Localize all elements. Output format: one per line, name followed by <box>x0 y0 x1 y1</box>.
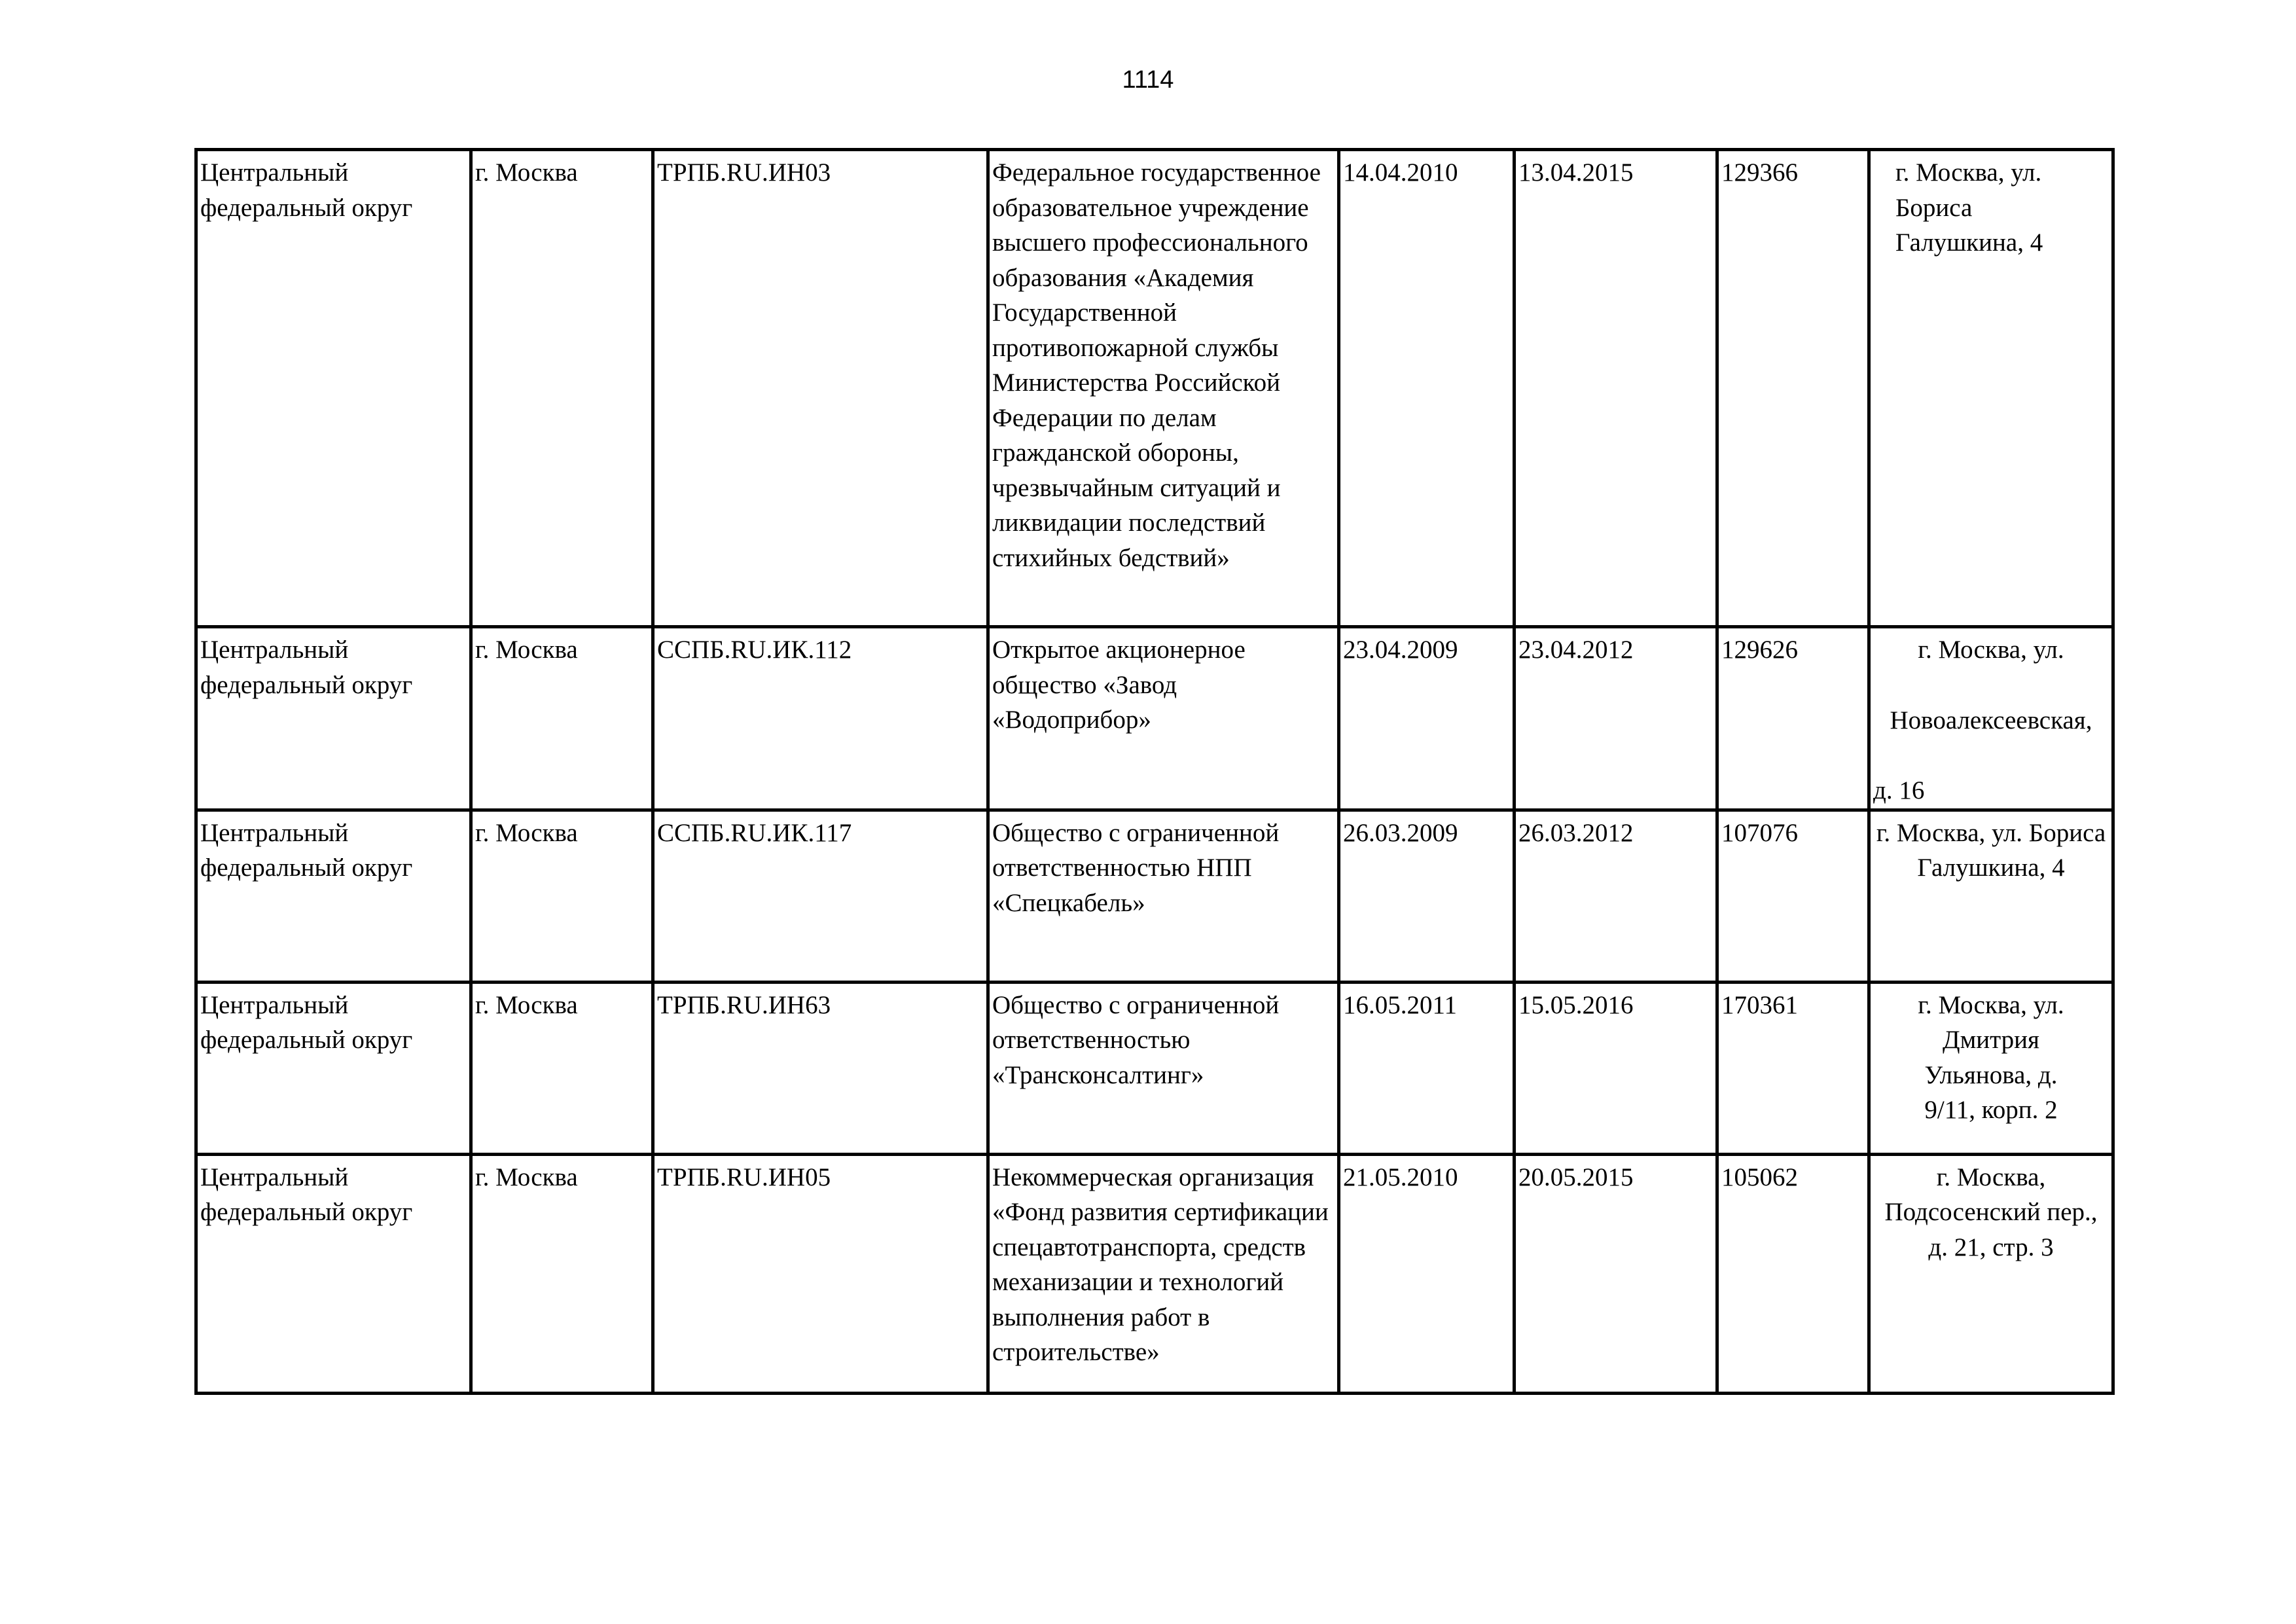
code-cell: ТРПБ.RU.ИН05 <box>653 1154 988 1393</box>
organization-cell: Некоммерческая организация «Фонд развития сертификации спецавтотранспорта, средств механизации и технологий выполнения работ в строительстве» <box>988 1154 1339 1393</box>
registry-table <box>194 148 2115 1395</box>
postcode-cell: 105062 <box>1717 1154 1869 1393</box>
district-cell: Центральный федеральный округ <box>196 982 471 1154</box>
postcode-cell: 107076 <box>1717 810 1869 982</box>
district-cell: Центральный федеральный округ <box>196 1154 471 1393</box>
organization-cell: Открытое акционерное общество «Завод «Водоприбор» <box>988 627 1339 810</box>
city-cell: г. Москва <box>471 627 653 810</box>
table-row <box>196 1154 2113 1393</box>
address-cell: г. Москва, ул. Дмитрия Ульянова, д. 9/11, корп. 2 <box>1869 982 2113 1154</box>
district-cell: Центральный федеральный округ <box>196 627 471 810</box>
date-from-cell: 21.05.2010 <box>1339 1154 1515 1393</box>
address-cell: г. Москва, ул. Бориса Галушкина, 4 <box>1869 150 2113 627</box>
district-cell: Центральный федеральный округ <box>196 810 471 982</box>
table-row <box>196 150 2113 627</box>
table-row <box>196 627 2113 810</box>
city-cell: г. Москва <box>471 982 653 1154</box>
page-number: 1114 <box>1122 66 1174 94</box>
organization-cell: Общество с ограниченной ответственностью НПП «Спецкабель» <box>988 810 1339 982</box>
postcode-cell: 170361 <box>1717 982 1869 1154</box>
code-cell: ТРПБ.RU.ИН63 <box>653 982 988 1154</box>
postcode-cell: 129366 <box>1717 150 1869 627</box>
address-cell <box>1869 627 2113 810</box>
city-cell: г. Москва <box>471 810 653 982</box>
date-to-cell: 20.05.2015 <box>1515 1154 1717 1393</box>
postcode-cell: 129626 <box>1717 627 1869 810</box>
code-cell: ТРПБ.RU.ИН03 <box>653 150 988 627</box>
code-cell: ССПБ.RU.ИК.117 <box>653 810 988 982</box>
organization-cell: Общество с ограниченной ответственностью «Трансконсалтинг» <box>988 982 1339 1154</box>
address-line: Новоалексеевская, <box>1890 706 2092 734</box>
address-line: д. 16 <box>1873 776 1925 804</box>
date-to-cell: 26.03.2012 <box>1515 810 1717 982</box>
table-row <box>196 982 2113 1154</box>
date-from-cell: 26.03.2009 <box>1339 810 1515 982</box>
city-cell: г. Москва <box>471 1154 653 1393</box>
address-cell: г. Москва, ул. Бориса Галушкина, 4 <box>1869 810 2113 982</box>
organization-cell: Федеральное государственное образовательное учреждение высшего профессионального образования «Академия Государственной противопожарной службы Министерства Российской Федерации по делам гражданской обороны, чрезвычайным ситуаций и ликвидации последствий стихийных бедствий» <box>988 150 1339 627</box>
code-cell: ССПБ.RU.ИК.112 <box>653 627 988 810</box>
date-from-cell: 23.04.2009 <box>1339 627 1515 810</box>
date-from-cell: 16.05.2011 <box>1339 982 1515 1154</box>
table-row <box>196 810 2113 982</box>
date-from-cell: 14.04.2010 <box>1339 150 1515 627</box>
address-cell: г. Москва, Подсосенский пер., д. 21, стр. 3 <box>1869 1154 2113 1393</box>
date-to-cell: 23.04.2012 <box>1515 627 1717 810</box>
city-cell: г. Москва <box>471 150 653 627</box>
address-line: г. Москва, ул. <box>1918 636 2064 664</box>
district-cell: Центральный федеральный округ <box>196 150 471 627</box>
date-to-cell: 15.05.2016 <box>1515 982 1717 1154</box>
date-to-cell: 13.04.2015 <box>1515 150 1717 627</box>
